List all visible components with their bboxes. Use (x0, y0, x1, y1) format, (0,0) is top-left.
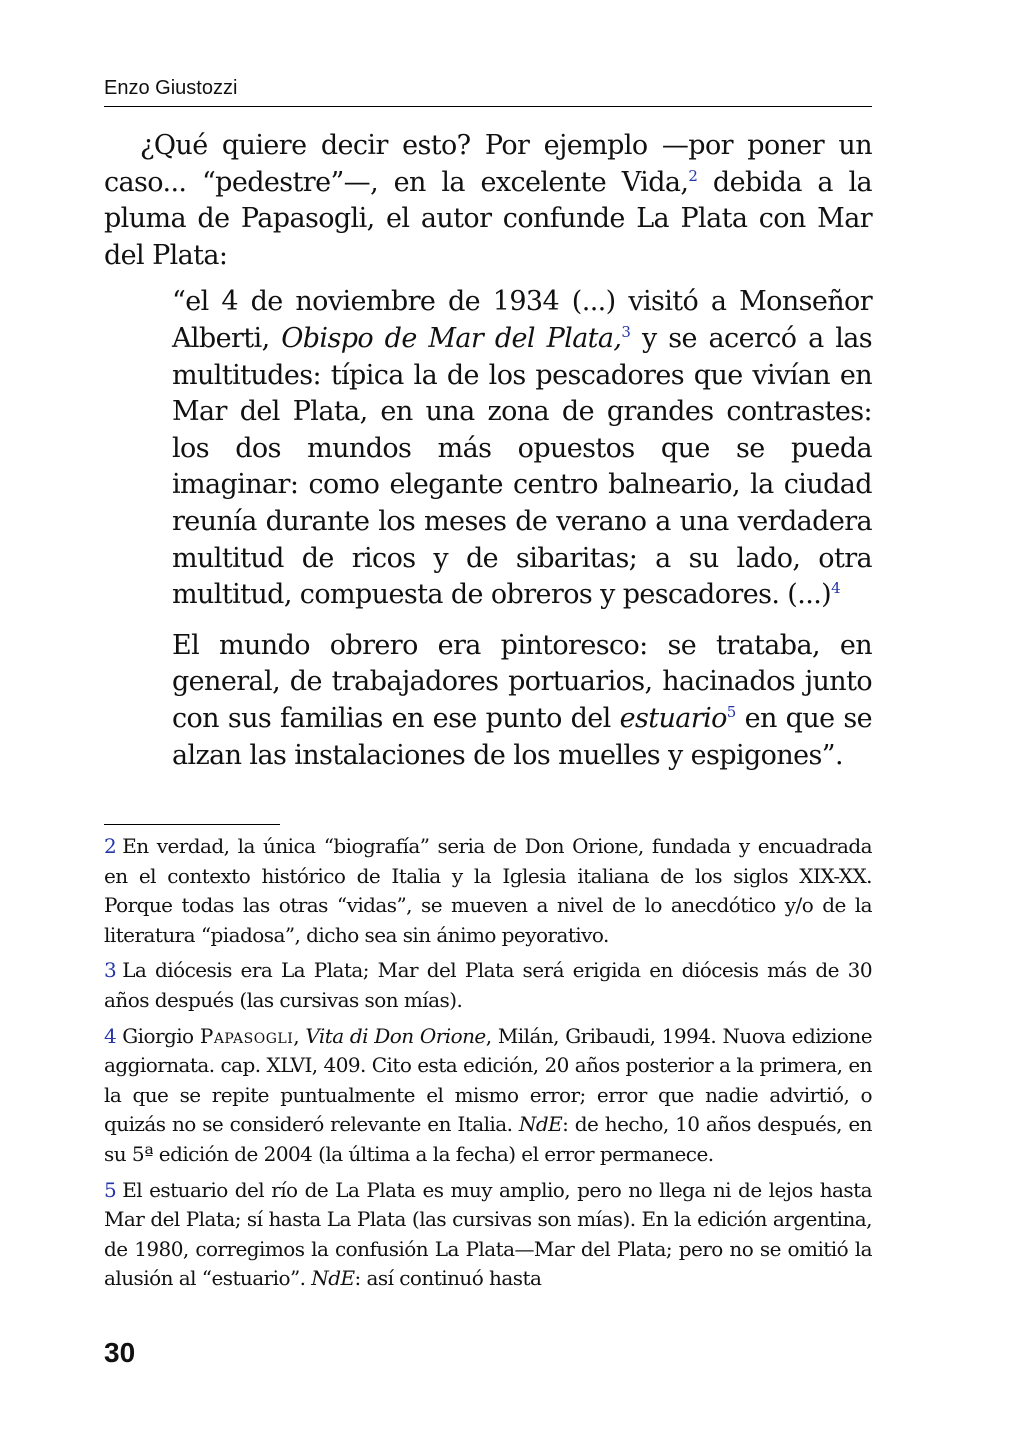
footnote-text: , Milán, Gribaudi, 1994. Nuova edizione aggiornata. cap. XLVI, 409. Cito esta edición, 20 años posterior a la primera, en la que se repite puntualmente el mismo error; error que nadie advirtió, o quizás no se consideró relevante en Italia. (104, 1023, 872, 1137)
intro-text: ¿Qué quiere decir esto? Por ejemplo —por poner un caso... “pedestre”—, en la excelente Vida, (104, 130, 872, 198)
editor-note-label: NdE (518, 1112, 563, 1137)
footnote-ref-3[interactable]: 3 (621, 322, 631, 341)
footnote-text: , (293, 1023, 306, 1048)
quote-text-cont: en que se alzan las instalaciones de los muelles y espigones”. (172, 702, 872, 771)
footnote-number: 3 (104, 958, 117, 983)
footnote-2 (104, 832, 872, 950)
footnote-3 (104, 956, 872, 1015)
footnote-ref-5[interactable]: 5 (726, 702, 736, 721)
page-number: 30 (104, 1337, 136, 1368)
footnote-5 (104, 1176, 872, 1294)
footnote-text: La diócesis era La Plata; Mar del Plata será erigida en diócesis más de 30 años después (las cursivas son mías). (104, 958, 872, 1012)
intro-text-rest: debida a la pluma de Papasogli, el autor confunde La Plata con Mar del Plata: (104, 166, 872, 271)
footnote-ref-4[interactable]: 4 (831, 579, 841, 598)
footnotes (104, 832, 872, 1300)
footnote-text: : así continuó hasta (354, 1266, 542, 1291)
block-quote-2 (172, 628, 872, 774)
footnote-4 (104, 1022, 872, 1170)
quote-italic: estuario (619, 702, 727, 734)
footnote-text: Giorgio (122, 1023, 200, 1048)
footnote-text: El estuario del río de La Plata es muy amplio, pero no llega ni de lejos hasta Mar del Plata; sí hasta La Plata (las cursivas son mías). En la edición argentina, de 1980, corregimos la confusión La Plata—Mar del Plata; pero no se omitió la alusión al “estuario”. (104, 1177, 872, 1291)
footnote-number: 2 (104, 834, 117, 858)
block-quote-1 (172, 284, 872, 613)
quote-text-cont: y se acercó a las multitudes: típica la de los pescadores que vivían en Mar del Plata, en una zona de grandes contrastes: los dos mundos más opuestos que se pueda imaginar: como elegante centro balneario, la ciudad reunía durante los meses de verano a una verdadera multitud de ricos y de sibaritas; a su lado, otra multitud, compuesta de obreros y pescadores. (...) (172, 322, 872, 611)
footnote-number: 5 (104, 1177, 117, 1202)
main-text (104, 128, 872, 774)
footnote-number: 4 (104, 1023, 117, 1048)
intro-paragraph (104, 128, 872, 274)
quote-italic: Obispo de Mar del Plata, (281, 322, 622, 354)
footnote-text: : de hecho, 10 años después, en su 5ª edición de 2004 (la última a la fecha) el error permanece. (104, 1112, 872, 1166)
quote-text: “el 4 de noviembre de 1934 (...) visitó a Monseñor Alberti, (172, 286, 872, 354)
author-smallcaps: Papasogli (199, 1023, 294, 1048)
running-head: Enzo Giustozzi (104, 74, 872, 107)
editor-note-label: NdE (311, 1266, 355, 1291)
book-title: Vita di Don Orione (305, 1023, 486, 1048)
footnote-separator (104, 824, 280, 825)
footnote-ref-2[interactable]: 2 (688, 166, 698, 185)
quote-text: El mundo obrero era pintoresco: se trataba, en general, de trabajadores portuarios, hacinados junto con sus familias en ese punto del (172, 629, 872, 734)
footnote-text: En verdad, la única “biografía” seria de Don Orione, fundada y encuadrada en el contexto histórico de Italia y la Iglesia italiana de los siglos XIX-XX. Porque todas las otras “vidas”, se mueven a nivel de lo anecdótico y/o de la literatura “piadosa”, dicho sea sin ánimo peyorativo. (104, 834, 872, 947)
